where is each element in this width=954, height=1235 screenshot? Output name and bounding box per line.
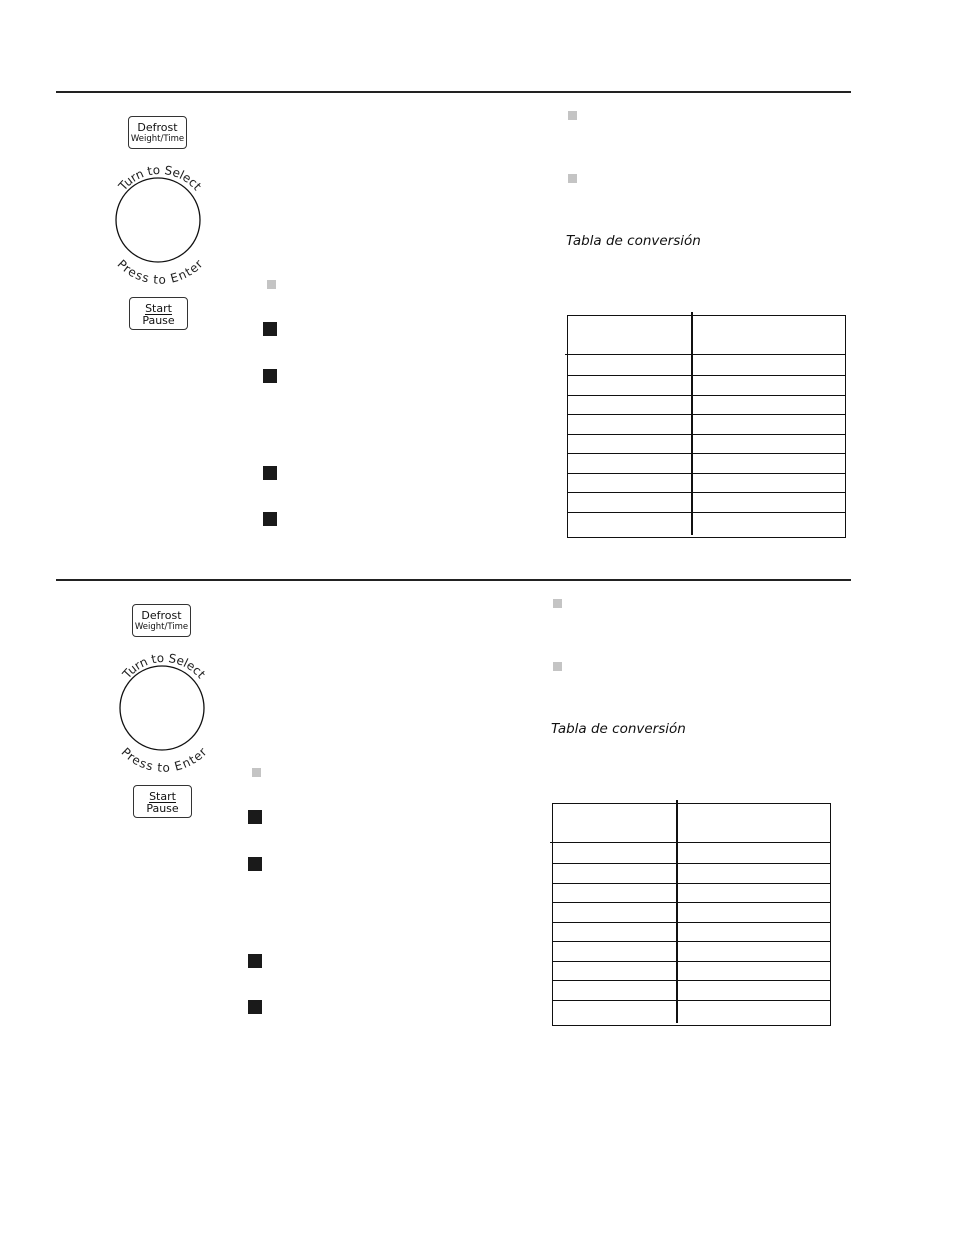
table-row-line	[553, 922, 830, 923]
defrost-section-2	[0, 488, 939, 1048]
conversion-table-title: Tabla de conversión	[566, 233, 701, 249]
turn-to-select-label: Turn to Select	[115, 162, 205, 194]
pause-label: Pause	[146, 802, 179, 815]
table-row-line	[568, 354, 845, 355]
table-row-line	[553, 883, 830, 884]
select-dial[interactable]	[100, 155, 220, 285]
step-marker	[248, 810, 262, 824]
defrost-button[interactable]	[128, 116, 187, 149]
table-row-line	[568, 375, 845, 376]
table-row-line	[568, 414, 845, 415]
note-bullet	[267, 280, 276, 289]
defrost-button[interactable]	[132, 604, 191, 637]
table-row-line	[553, 980, 830, 981]
table-row-line	[553, 842, 830, 843]
pause-label: Pause	[142, 314, 175, 327]
weight-time-label: Weight/Time	[134, 622, 189, 632]
table-row-line	[553, 902, 830, 903]
press-to-enter-label: Press to Enter	[114, 256, 206, 285]
note-bullet	[568, 111, 577, 120]
start-label: Start	[149, 790, 176, 803]
weight-time-label: Weight/Time	[130, 134, 185, 144]
table-row-line	[568, 434, 845, 435]
step-marker	[263, 466, 277, 480]
note-bullet	[252, 768, 261, 777]
turn-to-select-label: Turn to Select	[119, 650, 209, 682]
conversion-table	[552, 803, 831, 1026]
note-bullet	[553, 662, 562, 671]
table-row-line	[553, 941, 830, 942]
note-bullet	[553, 599, 562, 608]
table-row-line	[568, 395, 845, 396]
select-dial[interactable]	[104, 643, 224, 773]
press-to-enter-label: Press to Enter	[118, 744, 210, 773]
table-row-line	[553, 1000, 830, 1001]
conversion-table-title: Tabla de conversión	[551, 721, 686, 737]
defrost-section-1	[0, 0, 954, 560]
step-marker	[263, 322, 277, 336]
table-row-line	[553, 961, 830, 962]
start-pause-button[interactable]	[129, 297, 188, 330]
defrost-label: Defrost	[141, 609, 182, 622]
column-divider	[676, 800, 678, 1023]
step-marker	[248, 1000, 262, 1014]
step-marker	[248, 954, 262, 968]
step-marker	[263, 369, 277, 383]
table-row-line	[568, 473, 845, 474]
note-bullet	[568, 174, 577, 183]
start-label: Start	[145, 302, 172, 315]
start-pause-button[interactable]	[133, 785, 192, 818]
step-marker	[248, 857, 262, 871]
defrost-label: Defrost	[137, 121, 178, 134]
table-row-line	[568, 453, 845, 454]
table-row-line	[553, 863, 830, 864]
